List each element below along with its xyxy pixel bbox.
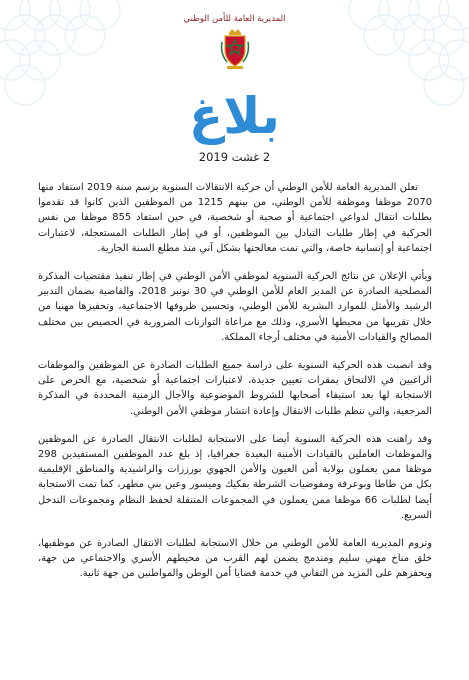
paragraph-4: وقد راهنت هذه الحركية السنوية أيضا على الاستجابة لطلبات الانتقال الصادرة عن الموظفين والموظفات العاملين بالقيادات الأمنية البعيدة جغرافيا، إذ بلغ عدد الموظفين المستفيدين 298 موظفا ممن يعملون بولاية أمن العيون والأمن الجهوي بورززات والراشيدية والمناطق الإقليمية بكل من طاطا وبوعرفة ومفوضيات الشرطة بفكيك وميسور وعين بني مطهر، كما تمت الاستجابة أيضا لطلبات 66 موظفا ممن يعملون في المجموعات المتنقلة لحفظ النظام ومجموعات التدخل السريع. <box>38 433 432 521</box>
paragraph-2: ويأتي الإعلان عن نتائج الحركية السنوية لموظفي الأمن الوطني في إطار تنفيذ مقتضيات المذكرة المصلحية الصادرة عن المدير العام للأمن الوطني في 30 نونبر 2018، والقاضية بضمان التدبير الرشيد والأمثل للموارد البشرية للأمن الوطني، وتحسين ظروفها الاجتماعية، وتحفيزها مهنيا من خلال تقريبها من محيطها الأسري، وذلك مع مراعاة التوازنات الضرورية في الحصيص بين مختلف المصالح والقيادات الأمنية في مختلف أرجاء المملكة. <box>38 271 432 343</box>
paragraph-1: تعلن المديرية العامة للأمن الوطني أن حركية الانتقالات السنوية برسم سنة 2019 استفاد منها 2070 موظفا وموظفة للأمن الوطني، من بينهم 1215 من الموظفين الذين كانوا قد تقدموا بطلبات انتقال لدواعي اجتماعية أو صحية أو شخصية، في حين استفاد 855 موظفا من نفس الحركية في إطار طلبات التبادل بين الموظفين، أو في إطار الطلبات المستعجلة، لاعتبارات اجتماعية أو إنسانية خاصة، والتي تمت معالجتها بشكل آني منذ مطلع السنة الجارية. <box>38 182 432 254</box>
announcement-date: 2 غشت 2019 <box>198 150 271 164</box>
institution-name: المديرية العامة للأمن الوطني <box>183 14 286 24</box>
announcement-body <box>38 180 432 595</box>
letterhead <box>0 14 469 70</box>
royal-crest-icon <box>220 28 250 70</box>
paragraph-3: وقد انصبت هذه الحركية السنوية على دراسة جميع الطلبات الصادرة عن الموظفين والموظفات الراغبين في الالتحاق بمقرات تعيين جديدة، لاعتبارات اجتماعية أو شخصية، مع الحرص على الاستجابة لها بعد استيفاء أصحابها للشروط الموضوعية والآجال الزمنية المحددة في المذكرة المرجعية، والتي تنظم طلبات الانتقال وإعادة انتشار موظفي الأمن الوطني. <box>38 360 432 417</box>
announcement-headline: بلاغ <box>189 87 280 145</box>
paragraph-5: وتروم المديرية العامة للأمن الوطني من خلال الاستجابة لطلبات الانتقال الصادرة عن موظفيها، خلق مناخ مهني سليم ومندمج يضمن لهم القرب من محيطهم الأسري والاجتماعي من جهة، ويحفزهم على المزيد من التفاني في خدمة قضايا أمن الوطن والمواطنين من جهة ثانية. <box>38 538 432 580</box>
